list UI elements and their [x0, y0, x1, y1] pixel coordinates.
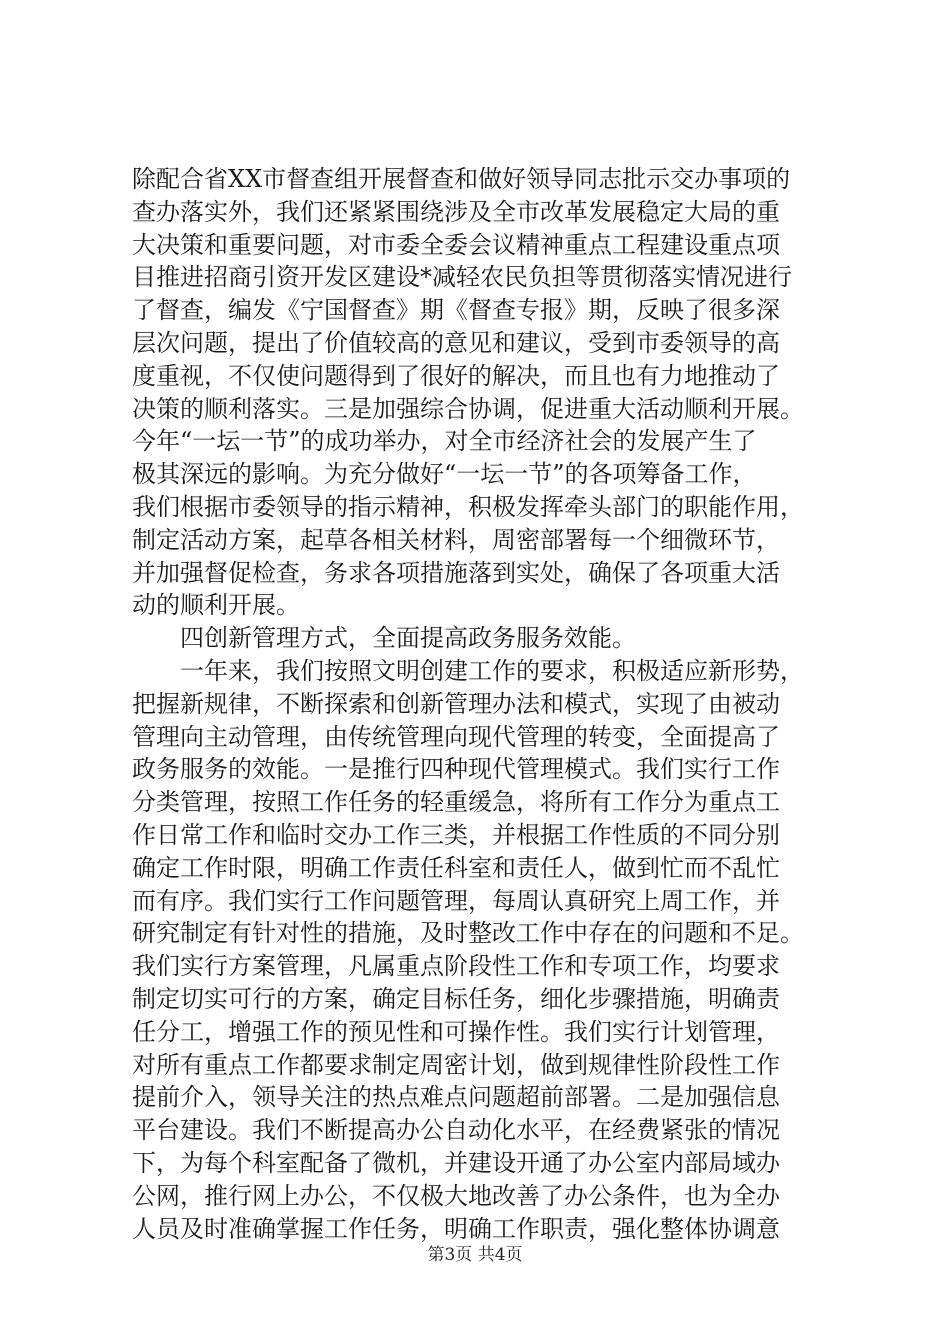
- section-heading: 四创新管理方式，全面提高政务服务效能。: [132, 624, 636, 653]
- text-line: 提前介入，领导关注的热点难点问题超前部署。二是加强信息: [132, 1083, 780, 1112]
- text-line: 除配合省XX市督查组开展督查和做好领导同志批示交办事项的: [132, 165, 791, 193]
- text-line: 分类管理，按照工作任务的轻重缓急，将所有工作分为重点工: [132, 788, 780, 817]
- text-line: 对所有重点工作都要求制定周密计划，做到规律性阶段性工作: [132, 1050, 780, 1079]
- text-line: 平台建设。我们不断提高办公自动化水平，在经费紧张的情况: [132, 1116, 780, 1145]
- text-line: 而有序。我们实行工作问题管理，每周认真研究上周工作，并: [132, 886, 780, 915]
- text-line: 度重视，不仅使问题得到了很好的解决，而且也有力地推动了: [132, 361, 780, 390]
- text-line: 了督查，编发《宁国督查》期《督查专报》期，反映了很多深: [132, 296, 780, 325]
- text-line: 人员及时准确掌握工作任务，明确工作职责，强化整体协调意: [132, 1214, 780, 1243]
- text-line: 并加强督促检查，务求各项措施落到实处，确保了各项重大活: [132, 558, 780, 587]
- text-line: 层次问题，提出了价值较高的意见和建议，受到市委领导的高: [132, 328, 780, 357]
- text-line: 制定切实可行的方案，确定目标任务，细化步骤措施，明确责: [132, 984, 780, 1013]
- text-line: 研究制定有针对性的措施，及时整改工作中存在的问题和不足。: [132, 919, 804, 948]
- text-line: 任分工，增强工作的预见性和可操作性。我们实行计划管理，: [132, 1017, 780, 1046]
- text-line: 我们实行方案管理，凡属重点阶段性工作和专项工作，均要求: [132, 952, 780, 981]
- text-line: 一年来，我们按照文明创建工作的要求，积极适应新形势，: [132, 656, 804, 685]
- text-line: 公网，推行网上办公，不仅极大地改善了办公条件，也为全办: [132, 1181, 780, 1210]
- text-line: 动的顺利开展。: [132, 591, 300, 620]
- text-line: 我们根据市委领导的指示精神，积极发挥牵头部门的职能作用，: [132, 492, 804, 521]
- text-line: 下，为每个科室配备了微机，并建设开通了办公室内部局域办: [132, 1148, 780, 1177]
- body-text: [132, 163, 842, 1245]
- text-line: 制定活动方案，起草各相关材料，周密部署每一个细微环节，: [132, 525, 780, 554]
- text-line: 作日常工作和临时交办工作三类，并根据工作性质的不同分别: [132, 820, 780, 849]
- text-line: 查办落实外，我们还紧紧围绕涉及全市改革发展稳定大局的重: [132, 197, 780, 226]
- text-line: 管理向主动管理，由传统管理向现代管理的转变，全面提高了: [132, 722, 780, 751]
- text-line: 大决策和重要问题，对市委全委会议精神重点工程建设重点项: [132, 230, 780, 259]
- text-line: 目推进招商引资开发区建设*减轻农民负担等贯彻落实情况进行: [132, 263, 792, 292]
- text-line: 极其深远的影响。为充分做好“一坛一节”的各项筹备工作，: [132, 460, 757, 489]
- text-line: 政务服务的效能。一是推行四种现代管理模式。我们实行工作: [132, 755, 780, 784]
- page-number-footer: 第3页 共4页: [427, 1245, 523, 1265]
- text-line: 今年“一坛一节”的成功举办，对全市经济社会的发展产生了: [132, 427, 757, 456]
- text-line: 确定工作时限，明确工作责任科室和责任人，做到忙而不乱忙: [132, 853, 780, 882]
- text-line: 把握新规律，不断探索和创新管理办法和模式，实现了由被动: [132, 689, 780, 718]
- text-line: 决策的顺利落实。三是加强综合协调，促进重大活动顺利开展。: [132, 394, 804, 423]
